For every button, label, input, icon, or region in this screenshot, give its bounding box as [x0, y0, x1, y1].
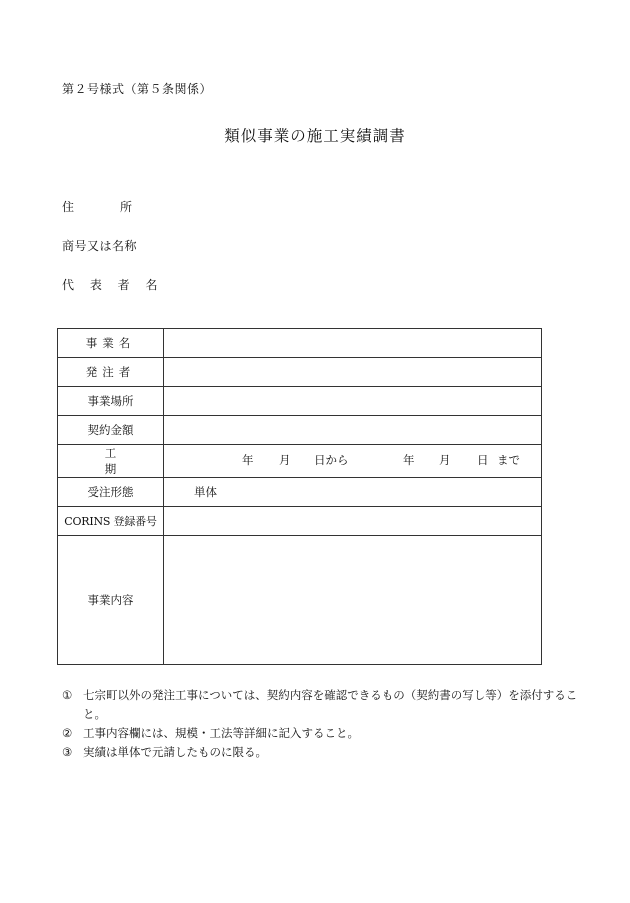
period-header: 工期 — [58, 445, 164, 478]
table-row — [58, 387, 542, 416]
table-row — [58, 329, 542, 358]
document-title: 類似事業の施工実績調書 — [224, 127, 406, 145]
period-day-to: 日 — [477, 453, 489, 467]
project-name-cell[interactable] — [164, 329, 542, 358]
table-row — [58, 416, 542, 445]
contract-amount-header: 契約金額 — [58, 416, 164, 445]
location-cell[interactable] — [164, 387, 542, 416]
content-header: 事業内容 — [58, 536, 164, 665]
form-number: 第２号様式（第５条関係） — [62, 82, 213, 96]
notes-list — [62, 686, 582, 762]
period-month-from: 月 — [279, 453, 291, 467]
table-row — [58, 478, 542, 507]
period-month-to: 月 — [439, 453, 451, 467]
corins-cell[interactable] — [164, 507, 542, 536]
table-row — [58, 358, 542, 387]
order-type-value[interactable]: 単体 — [164, 478, 542, 507]
table-row — [58, 445, 542, 478]
project-name-header: 事業名 — [58, 329, 164, 358]
content-cell[interactable] — [164, 536, 542, 665]
address-label-part-2: 所 — [120, 200, 133, 214]
note-text: 七宗町以外の発注工事については、契約内容を確認できるもの（契約書の写し等）を添付すること。 — [83, 688, 578, 721]
note-item — [62, 724, 582, 743]
client-header: 発注者 — [58, 358, 164, 387]
note-item — [62, 686, 582, 724]
location-header: 事業場所 — [58, 387, 164, 416]
period-year-to: 年 — [403, 453, 415, 467]
note-item — [62, 743, 582, 762]
order-type-header: 受注形態 — [58, 478, 164, 507]
note-text: 実績は単体で元請したものに限る。 — [83, 745, 267, 759]
note-marker: ② — [62, 726, 73, 740]
table-row — [58, 536, 542, 665]
corins-header: CORINS 登録番号 — [58, 507, 164, 536]
contract-amount-cell[interactable] — [164, 416, 542, 445]
period-year-from: 年 — [242, 453, 254, 467]
company-name-label: 商号又は名称 — [62, 239, 138, 253]
project-record-table — [57, 328, 542, 665]
note-marker: ③ — [62, 745, 73, 759]
representative-label: 代 表 者 名 — [62, 278, 164, 292]
note-text: 工事内容欄には、規模・工法等詳細に記入すること。 — [83, 726, 359, 740]
address-label-part-1: 住 — [62, 200, 75, 214]
table-row — [58, 507, 542, 536]
period-day-from: 日から — [314, 453, 349, 467]
client-cell[interactable] — [164, 358, 542, 387]
period-until: まで — [497, 453, 520, 467]
period-cell[interactable] — [164, 445, 542, 478]
address-label — [62, 198, 132, 215]
note-marker: ① — [62, 688, 73, 702]
